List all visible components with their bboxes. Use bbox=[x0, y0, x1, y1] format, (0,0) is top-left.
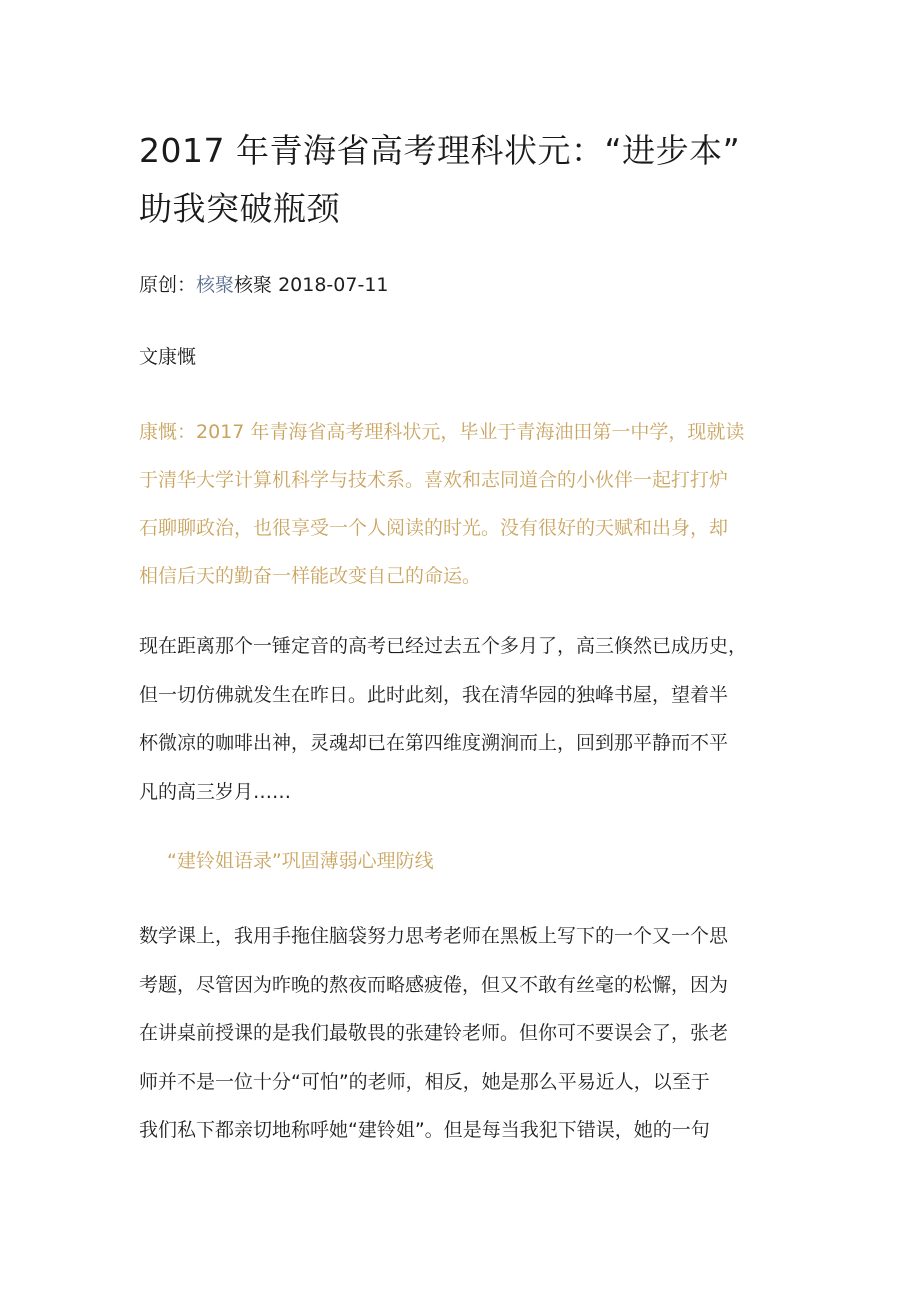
author-byline: 文康慨 bbox=[139, 346, 197, 368]
intro-line: 相信后天的勤奋一样能改变自己的命运。 bbox=[139, 565, 482, 587]
paragraph-line: 但一切仿佛就发生在昨日。此时此刻，我在清华园的独峰书屋，望着半 bbox=[139, 683, 729, 706]
intro-line: 康慨：2017 年青海省高考理科状元，毕业于青海油田第一中学，现就读 bbox=[139, 421, 745, 443]
intro-line: 石聊聊政治，也很享受一个人阅读的时光。没有很好的天赋和出身，却 bbox=[139, 517, 729, 539]
paragraph-line: 凡的高三岁月…… bbox=[139, 780, 292, 803]
paragraph-line: 考题，尽管因为昨晚的熬夜而略感疲倦，但又不敢有丝毫的松懈，因为 bbox=[139, 973, 729, 996]
body-paragraph bbox=[139, 912, 779, 1155]
title-line: 2017 年青海省高考理科状元：“进步本” bbox=[139, 131, 741, 170]
article-meta bbox=[139, 270, 389, 300]
paragraph-line: 师并不是一位十分“可怕”的老师，相反，她是那么平易近人，以至于 bbox=[139, 1070, 710, 1093]
paragraph-line: 现在距离那个一锤定音的高考已经过去五个多月了，高三倏然已成历史， bbox=[139, 635, 748, 657]
meta-source-date: 核聚 2018-07-11 bbox=[234, 274, 389, 296]
source-link[interactable]: 核聚 bbox=[196, 274, 235, 296]
article-title bbox=[139, 122, 779, 238]
body-paragraph bbox=[139, 622, 779, 816]
intro-line: 于清华大学计算机科学与技术系。喜欢和志同道合的小伙伴一起打打炉 bbox=[139, 469, 729, 491]
paragraph-line: 杯微凉的咖啡出神，灵魂却已在第四维度溯涧而上，回到那平静而不平 bbox=[139, 732, 729, 754]
author-intro bbox=[139, 408, 779, 600]
meta-prefix: 原创： bbox=[139, 274, 197, 296]
section-subheading: “建铃姐语录”巩固薄弱心理防线 bbox=[167, 850, 434, 872]
title-line: 助我突破瓶颈 bbox=[139, 189, 340, 228]
paragraph-line: 在讲桌前授课的是我们最敬畏的张建铃老师。但你可不要误会了，张老 bbox=[139, 1022, 729, 1044]
paragraph-line: 我们私下都亲切地称呼她“建铃姐”。但是每当我犯下错误，她的一句 bbox=[139, 1119, 710, 1141]
paragraph-line: 数学课上，我用手拖住脑袋努力思考老师在黑板上写下的一个又一个思 bbox=[139, 925, 729, 947]
